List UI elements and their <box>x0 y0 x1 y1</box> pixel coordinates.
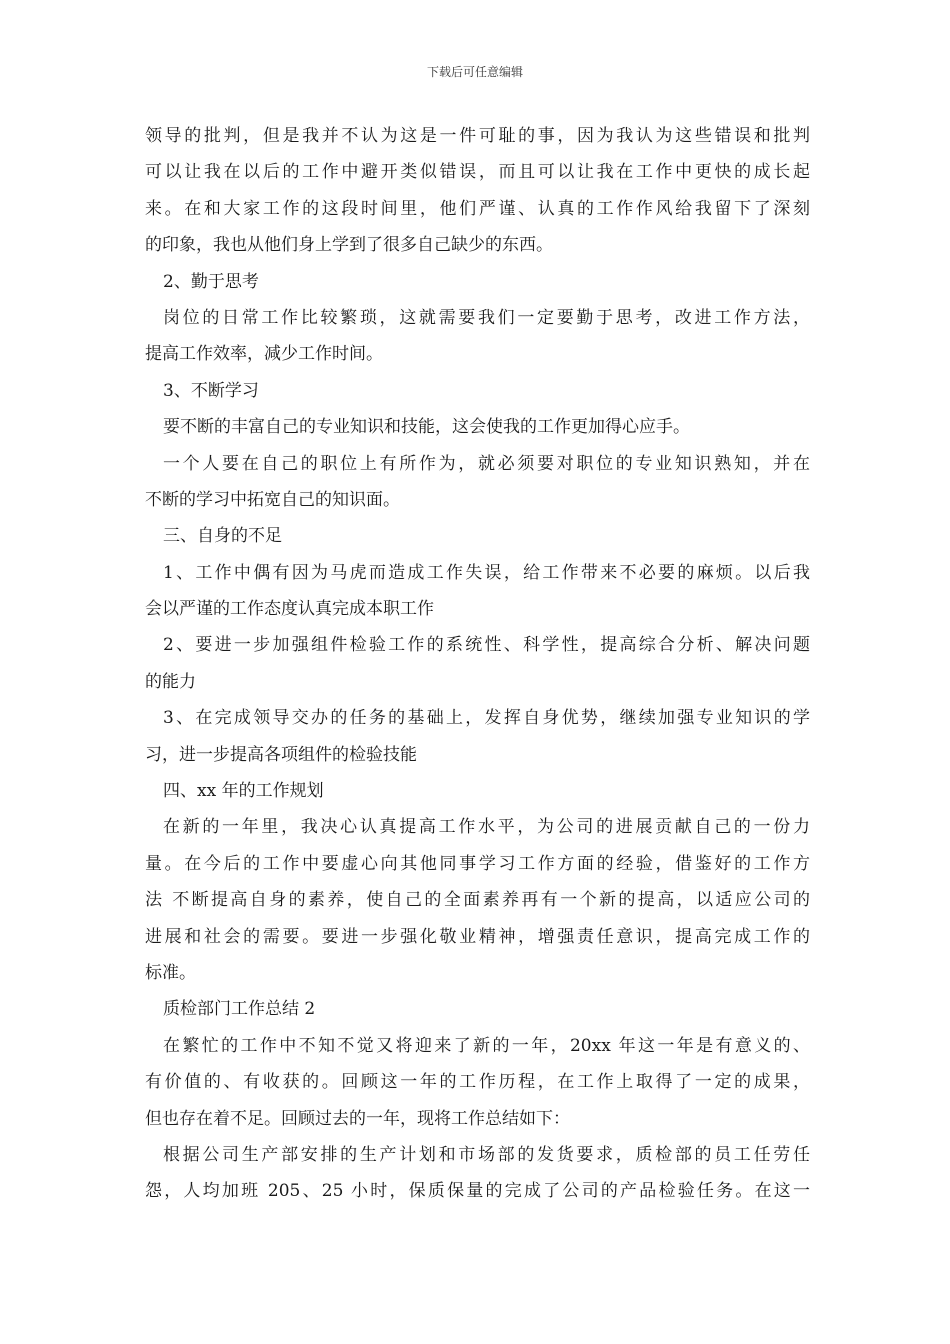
text-line: 怨，人均加班 205、25 小时，保质保量的完成了公司的产品检验任务。在这一 <box>145 1181 810 1202</box>
text-line: 岗位的日常工作比较繁琐，这就需要我们一定要勤于思考，改进工作方法， <box>163 307 810 328</box>
text-line: 习，进一步提高各项组件的检验技能 <box>145 744 417 765</box>
text-line: 根据公司生产部安排的生产计划和市场部的发货要求，质检部的员工任劳任 <box>163 1144 810 1165</box>
text-line: 有价值的、有收获的。回顾这一年的工作历程，在工作上取得了一定的成果， <box>145 1072 810 1093</box>
text-line: 在新的一年里，我决心认真提高工作水平，为公司的进展贡献自己的一份力 <box>163 817 810 838</box>
text-line: 但也存在着不足。回顾过去的一年，现将工作总结如下： <box>145 1108 570 1129</box>
text-line: 法 不断提高自身的素养，使自己的全面素养再有一个新的提高，以适应公司的 <box>145 890 810 911</box>
text-line: 可以让我在以后的工作中避开类似错误，而且可以让我在工作中更快的成长起 <box>145 162 810 183</box>
text-line: 的印象，我也从他们身上学到了很多自己缺少的东西。 <box>145 235 553 256</box>
section-heading: 3、不断学习 <box>163 380 259 401</box>
section-heading: 质检部门工作总结 2 <box>163 999 316 1020</box>
section-heading: 2、勤于思考 <box>163 271 259 292</box>
text-line: 3、在完成领导交办的任务的基础上，发挥自身优势，继续加强专业知识的学 <box>163 708 810 729</box>
text-line: 不断的学习中拓宽自己的知识面。 <box>145 489 400 510</box>
text-line: 1、工作中偶有因为马虎而造成工作失误，给工作带来不必要的麻烦。以后我 <box>163 562 810 583</box>
text-line: 要不断的丰富自己的专业知识和技能，这会使我的工作更加得心应手。 <box>163 417 690 438</box>
text-line: 进展和社会的需要。要进一步强化敬业精神，增强责任意识，提高完成工作的 <box>145 926 810 947</box>
text-line: 标准。 <box>145 962 196 983</box>
section-heading: 三、自身的不足 <box>163 526 282 547</box>
text-line: 2、要进一步加强组件检验工作的系统性、科学性，提高综合分析、解决问题 <box>163 635 810 656</box>
text-line: 一个人要在自己的职位上有所作为，就必须要对职位的专业知识熟知，并在 <box>163 453 810 474</box>
text-line: 会以严谨的工作态度认真完成本职工作 <box>145 599 434 620</box>
text-line: 提高工作效率，减少工作时间。 <box>145 344 383 365</box>
text-line: 领导的批判，但是我并不认为这是一件可耻的事，因为我认为这些错误和批判 <box>145 126 810 146</box>
text-line: 来。在和大家工作的这段时间里，他们严谨、认真的工作作风给我留下了深刻 <box>145 198 810 219</box>
text-line: 的能力 <box>145 671 196 692</box>
document-body <box>145 118 810 1210</box>
text-line: 量。在今后的工作中要虚心向其他同事学习工作方面的经验，借鉴好的工作方 <box>145 853 810 874</box>
section-heading: 四、xx 年的工作规划 <box>163 781 324 802</box>
text-line: 在繁忙的工作中不知不觉又将迎来了新的一年，20xx 年这一年是有意义的、 <box>163 1035 810 1056</box>
page-header: 下载后可任意编辑 <box>426 65 523 79</box>
